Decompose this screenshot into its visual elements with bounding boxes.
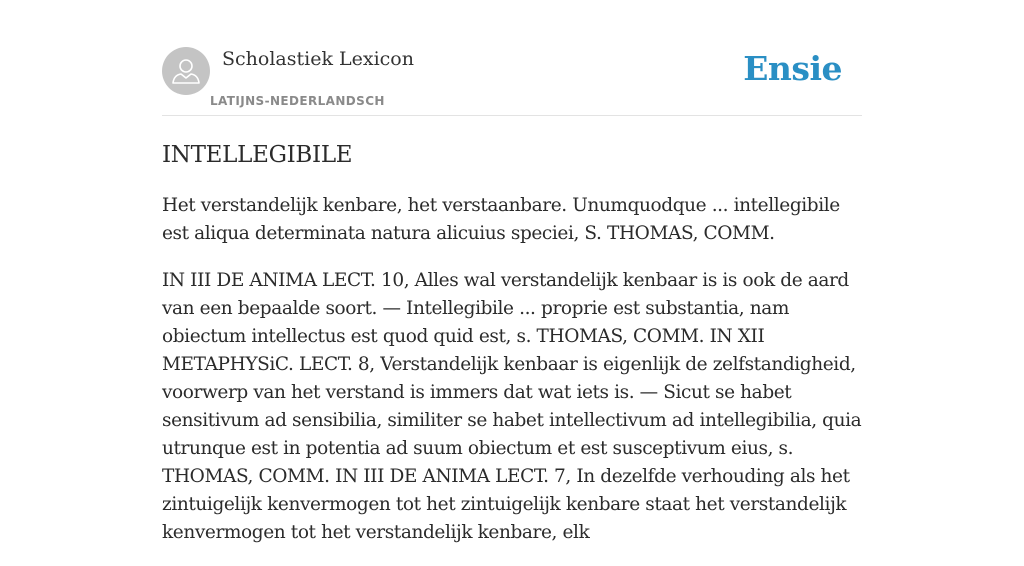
avatar[interactable] [162, 47, 210, 95]
entry-paragraph: IN III DE ANIMA LECT. 10, Alles wal verstandelijk kenbaar is is ook de aard van een bepaalde soort. — Intellegibile ... proprie est substantia, nam obiectum intellectus est quod quid est, s. THOMAS, COMM. IN XII METAPHYSiC. LECT. 8, Verstandelijk kenbaar is eigenlijk de zelfstandigheid, voorwerp van het verstand is immers dat wat iets is. — Sicut se habet sensitivum ad sensibilia, similiter se habet intellectivum ad intellegibilia, quia utrunque est in potentia ad suum obiectum et est susceptivum eius, s. THOMAS, COMM. IN III DE ANIMA LECT. 7, In dezelfde verhouding als het zintuigelijk kenvermogen tot het zintuigelijk kenbare staat het verstandelijk kenvermogen tot het verstandelijk kenbare, elk [162, 270, 862, 543]
source-subtitle: LATIJNS-NEDERLANDSCH [210, 94, 385, 108]
user-icon [162, 47, 210, 95]
source-title[interactable]: Scholastiek Lexicon [222, 48, 414, 70]
header-divider [162, 115, 862, 116]
entry-title: INTELLEGIBILE [162, 142, 353, 168]
ensie-logo[interactable]: Ensie [743, 49, 842, 88]
source-header [162, 47, 862, 115]
entry-paragraph: Het verstandelijk kenbare, het verstaanbare. Unumquodque ... intellegibile est aliqua determinata natura alicuius speciei, S. THOMAS, COMM. [162, 195, 840, 244]
entry-content [162, 140, 862, 566]
